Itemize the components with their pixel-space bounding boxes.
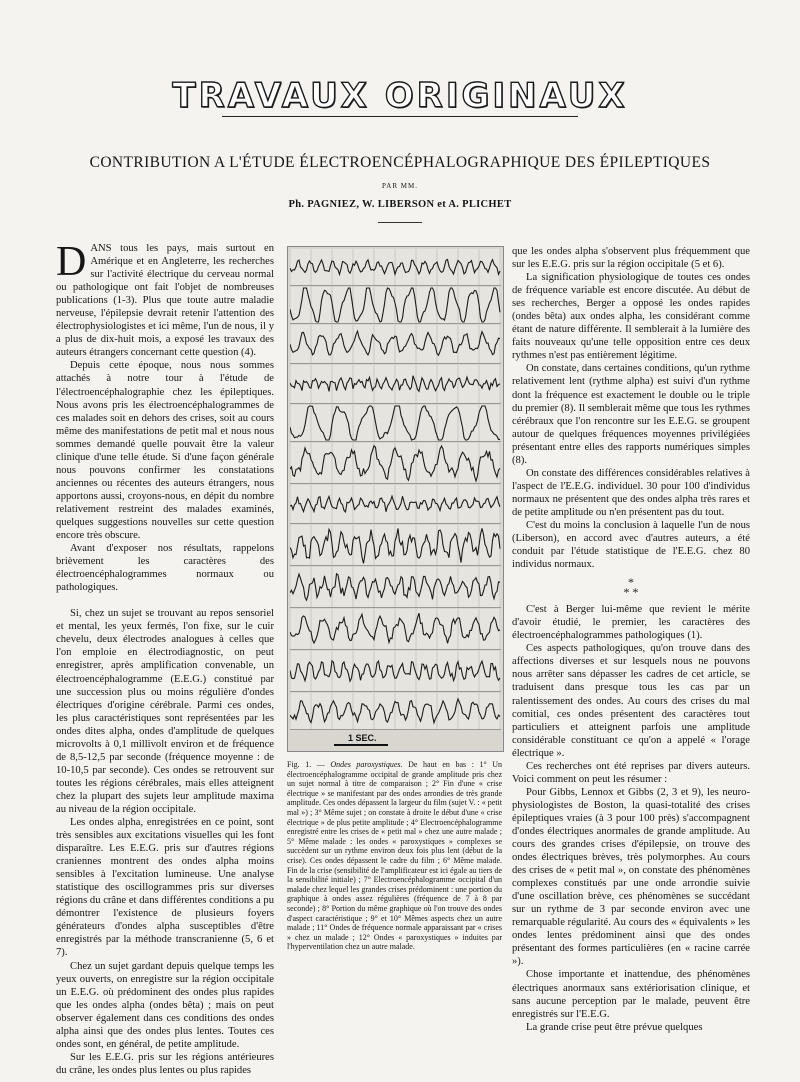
paragraph: La signification physiologique de toutes ces ondes de fréquence variable est encore discutée. Au début de ses recherches, Berger a opposé les ondes rapides (ondes bêta) aux ondes alpha, les considérant comme étant de nature différente. Il semblerait à la lumière des faits nouveaux qu'une telle opposition entre ces deux rythmes n'est pas entièrement légitime. bbox=[512, 272, 750, 362]
eeg-trace bbox=[290, 365, 501, 403]
paragraph: Les ondes alpha, enregistrées en ce point, sont très sensibles aux excitations visuelles qui les font disparaître. Les E.E.G. pris sur d'autres régions craniennes montrent des ondes alpha moins sensibles à l'excitation lumineuse. Une analyse statistique des oscillogrammes pris sur diverses régions du crâne et dans différentes conditions a pu démontrer l'existence de plusieurs foyers générateurs d'ondes alpha susceptibles d'être enregistrés par la méthode transcranienne (5, 6 et 7). bbox=[56, 817, 274, 959]
eeg-trace bbox=[290, 325, 501, 363]
eeg-trace-strip bbox=[290, 365, 501, 404]
drop-cap: D bbox=[56, 239, 87, 285]
paragraph: Ces recherches ont été reprises par divers auteurs. Voici comment on peut les résumer : bbox=[512, 760, 750, 785]
paragraph: Si, chez un sujet se trouvant au repos sensoriel et mental, les yeux fermés, l'on fixe, sur le cuir chevelu, deux électrodes analogues à celles que l'on emploie en électrodiagnostic, on peut enregistrer, après amplification convenable, un électroencéphalogramme (E.E.G.) constitué par une succession plus ou moins régulière d'ondes électriques d'origine cérébrale. Parmi ces ondes, les plus caractéristiques sont représentées par les ondes dites alpha, ondes d'amplitude de quelques microvolts à 0,1 millivolt environ et de fréquence de 8,5-12,5 par seconde (fréquence moyenne : de 10-10,5 par seconde). Ces ondes se retrouvent sur toutes les régions cérébrales, mais elles atteignent chez la plupart des sujets leur amplitude maxima au niveau de la région occipitale. bbox=[56, 608, 274, 815]
scale-label: 1 SEC. bbox=[348, 733, 377, 743]
scale-bar bbox=[334, 744, 388, 746]
caption-title: Ondes paroxystiques. bbox=[330, 760, 403, 769]
paragraph: Sur les E.E.G. pris sur les régions antérieures du crâne, les ondes plus lentes ou plus rapides bbox=[56, 1051, 274, 1076]
eeg-trace bbox=[290, 249, 501, 285]
paragraph: Chez un sujet gardant depuis quelque temps les yeux ouverts, on enregistre sur la région occipitale un E.E.G. où prédominent des ondes plus rapides que les ondes alpha (ondes bêta) ; mais on peut observer également dans ces conditions des ondes alpha ainsi que des ondes plus lentes. Toutes ces ondes sont, en général, de petite amplitude. bbox=[56, 960, 274, 1050]
byline-par: PAR MM. bbox=[382, 182, 418, 190]
eeg-trace-strip bbox=[290, 525, 501, 566]
paragraph: C'est du moins la conclusion à laquelle l'un de nous (Liberson), en accord avec d'autres auteurs, a été conduit par l'étude statistique de l'E.E.G. chez 80 individus normaux. bbox=[512, 519, 750, 571]
left-column bbox=[56, 239, 274, 1077]
paragraph: C'est à Berger lui-même que revient le mérite d'avoir étudié, le premier, les caractères des électroencéphalogrammes pathologiques (1). bbox=[512, 604, 750, 642]
eeg-trace-strip bbox=[290, 249, 501, 286]
paragraph: Avant d'exposer nos résultats, rappelons brièvement les caractères des électroencéphalogrammes normaux ou pathologiques. bbox=[56, 543, 274, 594]
figure-caption bbox=[287, 760, 502, 952]
eeg-trace-strip bbox=[290, 443, 501, 484]
paragraph: Chose importante et inattendue, des phénomènes électriques anormaux sans extériorisation clinique, et sans aucune perception par le malade, peuvent être enregistrés sur l'E.E.G. bbox=[512, 969, 750, 1020]
eeg-trace-strip bbox=[290, 485, 501, 524]
eeg-trace bbox=[290, 651, 501, 691]
eeg-trace bbox=[290, 693, 501, 729]
asterism-top: * bbox=[628, 575, 634, 590]
authors-divider bbox=[378, 222, 422, 223]
eeg-trace-strip bbox=[290, 405, 501, 442]
paragraph: Pour Gibbs, Lennox et Gibbs (2, 3 et 9), les neuro-physiologistes de Boston, la quasi-totalité des crises épileptiques vraies (à 3 pour 100 près) s'accompagnent d'ondes électriques anormales de grande amplitude. Au cours des grandes crises d'épilepsie, on trouve des ondes électriques brèves, très polymorphes. Au cours des crises de « petit mal », on constate des phénomènes complexes constitués par une onde arrondie suivie d'une oscillation brève, ces phénomènes se succédant sur un rythme de 3 par seconde environ avec une remarquable régularité. Au cours des « équivalents » les ondes lentes prédominent ainsi que des ondes présentant des formes particulières (en « racine carrée »). bbox=[512, 786, 750, 968]
article-authors: Ph. PAGNIEZ, W. LIBERSON et A. PLICHET bbox=[288, 199, 512, 210]
asterism-bottom: * * bbox=[623, 585, 639, 600]
eeg-trace bbox=[290, 525, 501, 565]
eeg-trace-strip bbox=[290, 693, 501, 730]
eeg-trace bbox=[290, 443, 501, 483]
eeg-trace bbox=[290, 485, 501, 523]
heading-rule bbox=[222, 116, 578, 117]
eeg-trace bbox=[290, 609, 501, 649]
article-title: CONTRIBUTION A L'ÉTUDE ÉLECTROENCÉPHALOGRAPHIQUE DES ÉPILEPTIQUES bbox=[89, 154, 711, 171]
eeg-trace-strip bbox=[290, 567, 501, 608]
eeg-trace-strip bbox=[290, 651, 501, 692]
eeg-trace bbox=[290, 287, 501, 323]
eeg-trace-strip bbox=[290, 325, 501, 364]
paragraph-text: ANS tous les pays, mais surtout en Amérique et en Angleterre, les recherches sur l'activité électrique du cerveau normal ou pathologique ont fait l'objet de nombreuses publications (1-3). Plus que toute autre maladie nerveuse, l'épilepsie devrait retenir l'attention des électrophysiologistes et ici même, l'un de nous, il y a plus de dix-huit mois, a exposé les travaux des auteurs étrangers concernant cette question (4). bbox=[56, 243, 274, 359]
eeg-trace-strip bbox=[290, 609, 501, 650]
eeg-trace bbox=[290, 405, 501, 441]
right-column bbox=[512, 245, 750, 1034]
caption-label: Fig. 1. — bbox=[287, 760, 325, 769]
paragraph: Ces aspects pathologiques, qu'on trouve dans des affections diverses et sur lesquels nous ne pouvons nous arrêter sans dépasser les cadres de cet article, se traduisent dans presque tous les cas par un ralentissement des ondes. Au cours des crises du mal comitial, ces ondes présentent des caractères tout particuliers et atteignent parfois une amplitude considérable constituant ce qu'on a appelé « l'orage électrique ». bbox=[512, 643, 750, 759]
paragraph: On constate, dans certaines conditions, qu'un rythme relativement lent (rythme alpha) est suivi d'un rythme dont la fréquence est exactement le double ou le triple du premier (8). Il semblerait même que tous les rythmes cérébraux que l'on rencontre sur les E.E.G. se groupent autour de quelques fréquences moyennes privilégiées présentant entre elles des rapports numériques simples (8). bbox=[512, 363, 750, 466]
paragraph bbox=[56, 239, 274, 359]
eeg-figure bbox=[287, 246, 504, 752]
paragraph: Depuis cette époque, nous nous sommes attachés à notre tour à l'étude de l'électroencéphalographie chez les épileptiques. Nous avons pris les électroencéphalogrammes de ces malades soit en dehors des crises, soit au cours même des manifestations de petit mal et nous nous sommes demandé quelle pouvait être la valeur clinique d'une telle étude. Si d'une façon générale nous pouvons confirmer les constatations anciennes ou récentes des auteurs étrangers, nous apportons aussi, croyons-nous, en dépit du nombre relativement restreint des malades examinés, quelques suggestions nouvelles sur cette question encore très obscure. bbox=[56, 360, 274, 542]
eeg-trace-strip bbox=[290, 287, 501, 324]
eeg-trace bbox=[290, 567, 501, 607]
paragraph: On constate des différences considérables relatives à l'aspect de l'E.E.G. individuel. 30 pour 100 d'individus normaux ne présentent que des ondes alpha très rares et de petite amplitude ou n'en présentent pas du tout. bbox=[512, 467, 750, 518]
section-heading: TRAVAUX ORIGINAUX bbox=[172, 76, 628, 116]
paragraph: que les ondes alpha s'observent plus fréquemment que sur les E.E.G. pris sur la région occipitale (5 et 6). bbox=[512, 246, 750, 271]
caption-text: De haut en bas : 1° Un électroencéphalogramme occipital de grande amplitude pris chez un sujet normal à titre de comparaison ; 2° Fin d'une « crise électrique » se manifestant par des ondes arrondies de très grande amplitude. Ces ondes dépassent la largeur du film (sujet V. : « petit mal ») ; 3° Même sujet ; on constate à droite le début d'une « crise électrique » de plus petite amplitude ; 4° Electroencéphalogramme enregistré entre les crises de « petit mal » chez une autre malade ; 5° Même malade : les ondes « paroxystiques » complexes se succèdent sur un rythme environ deux fois plus lent (début de la crise). Ces ondes dépassent le cadre du film ; 6° Même malade. Fin de la crise (sensibilité de l'amplificateur est ici égale au tiers de la sensibilité initiale) ; 7° Electroencéphalogramme occipital d'un malade chez lequel les grandes crises prédominent : une portion du graphique à ondes assez régulières (fréquence de 7 à 8 par seconde) ; 8° Portion du même graphique où l'on trouve des ondes d'aspect caractéristique ; 9° et 10° Mêmes aspects chez un autre malade ; 11° Ondes de fréquence normale apparaissant par « crises » chez un malade ; 12° Ondes « paroxystiques » induites par l'hyperventilation chez un autre malade. bbox=[287, 760, 503, 952]
asterism bbox=[512, 575, 750, 600]
paragraph: La grande crise peut être prévue quelques bbox=[526, 1021, 703, 1033]
